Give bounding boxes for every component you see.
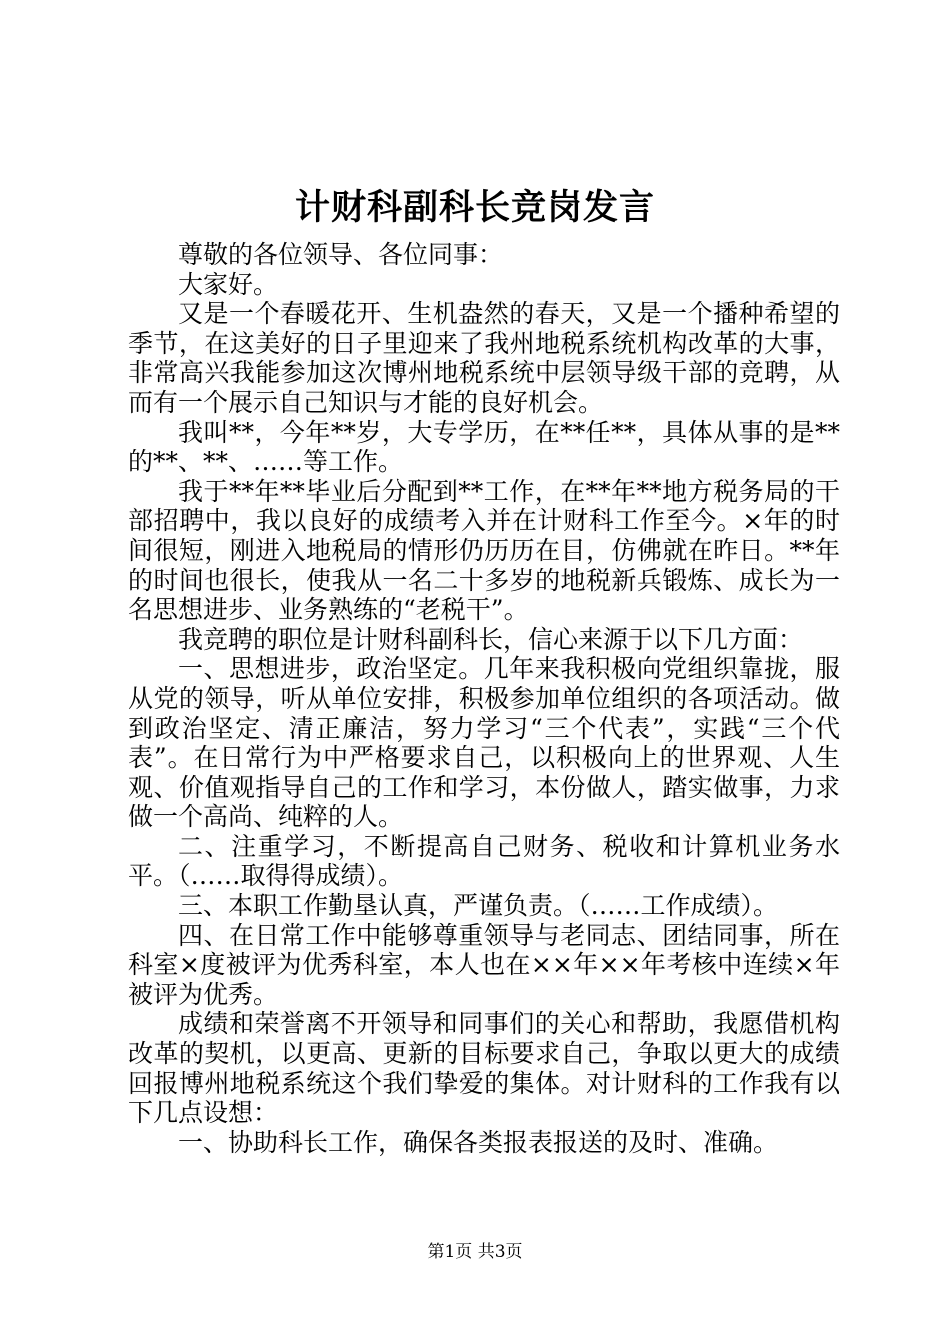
page-number-footer: 第1页 共3页 (427, 1242, 523, 1262)
paragraph-position: 我竞聘的职位是计财科副科长，信心来源于以下几方面： (178, 624, 804, 654)
paragraph-point-2: 二、注重学习，不断提高自己财务、税收和计算机业务水平。（……取得得成绩）。 (128, 831, 840, 891)
paragraph-intro: 又是一个春暖花开、生机盎然的春天，又是一个播种希望的季节，在这美好的日子里迎来了我州地税系统机构改革的大事，非常高兴我能参加这次博州地税系统中层领导级干部的竞聘，从而有一个展示自己知识与才能的良好机会。 (128, 299, 840, 417)
paragraph-background: 我于**年**毕业后分配到**工作，在**年**地方税务局的干部招聘中，我以良好的成绩考入并在计财科工作至今。×年的时间很短，刚进入地税局的情形仍历历在目，仿佛就在昨日。**年的时间也很长，使我从一名二十多岁的地税新兵锻炼、成长为一名思想进步、业务熟练的“老税干”。 (128, 476, 840, 625)
paragraph-point-4: 四、在日常工作中能够尊重领导与老同志、团结同事，所在科室×度被评为优秀科室，本人也在××年××年考核中连续×年被评为优秀。 (128, 920, 840, 1009)
paragraph-greeting: 大家好。 (178, 269, 279, 299)
paragraph-point-3: 三、本职工作勤垦认真，严谨负责。（……工作成绩）。 (178, 891, 779, 921)
paragraph-plans-intro: 成绩和荣誉离不开领导和同事们的关心和帮助，我愿借机构改革的契机，以更高、更新的目标要求自己，争取以更大的成绩回报博州地税系统这个我们挚爱的集体。对计财科的工作我有以下几点设想： (128, 1009, 840, 1128)
document-title: 计财科副科长竞岗发言 (294, 187, 655, 228)
paragraph-plan-1: 一、协助科长工作，确保各类报表报送的及时、准确。 (178, 1127, 779, 1157)
paragraph-salutation: 尊敬的各位领导、各位同事： (178, 240, 504, 269)
paragraph-self-intro: 我叫**，今年**岁，大专学历，在**任**，具体从事的是**的**、**、……等工作。 (128, 417, 840, 477)
document-body (128, 240, 840, 1157)
paragraph-point-1: 一、思想进步，政治坚定。几年来我积极向党组织靠拢，服从党的领导，听从单位安排，积极参加单位组织的各项活动。做到政治坚定、清正廉洁，努力学习“三个代表”，实践“三个代表”。在日常行为中严格要求自己，以积极向上的世界观、人生观、价值观指导自己的工作和学习，本份做人，踏实做事，力求做一个高尚、纯粹的人。 (128, 654, 840, 832)
